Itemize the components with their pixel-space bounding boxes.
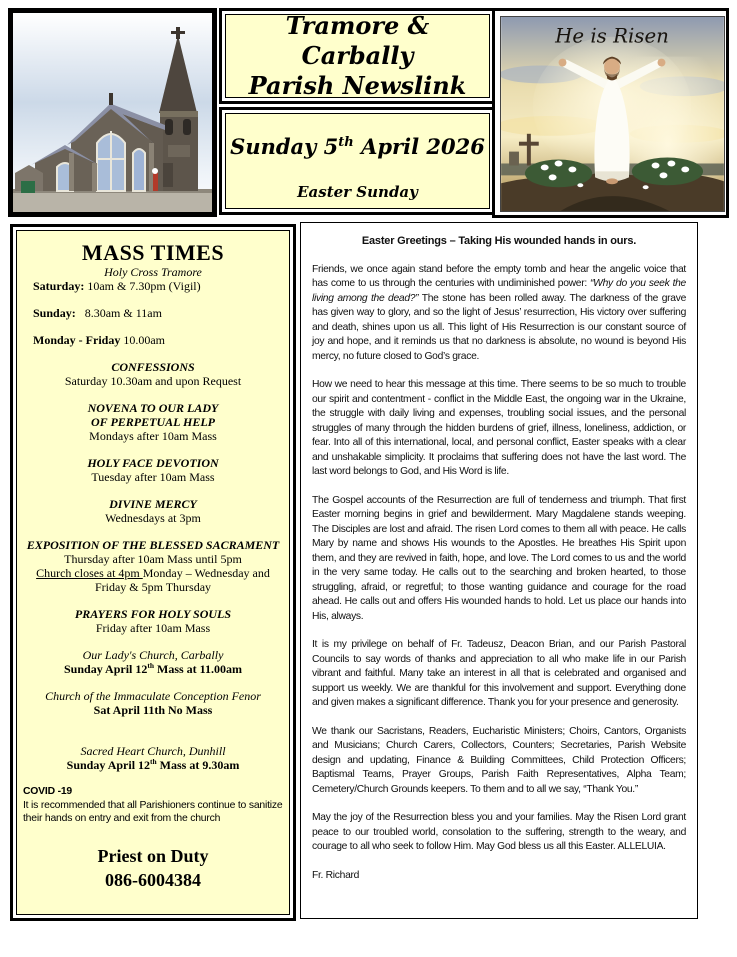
covid-heading [23, 785, 283, 799]
church-photo-illustration [13, 13, 212, 212]
priest-on-duty-phone: 086-6004384 [105, 869, 201, 890]
novena-times: Mondays after 10am Mass [89, 429, 217, 443]
weekday-label: Monday - Friday [33, 333, 121, 347]
article-paragraph-3: The Gospel accounts of the Resurrection are full of tenderness and triumph. That first Easter morning begins in grief and bewilderment. Mary Magdalene stands weeping. The Disciples are lost and afraid. The risen Lord comes to them all with peace. He calls Mary by name and shows His wounds to the Apostles. He breathes His Spirit upon them, and they are revived in faith, hope, and love. The Lord comes to us and the world in the very same today. He calls out to the searching and broken hearted, to those struggling, afraid, or regretful; to those wanting guidance and courage for the road ahead. He calls out and offers His wounded hands to hold. Let us place our hands into His, always. [312, 494, 686, 622]
masthead-title-panel [225, 14, 490, 98]
newsletter-title-line2: Parish Newslink [248, 71, 467, 98]
sunday-label: Sunday: [33, 306, 76, 320]
fenor-church-name: Church of the Immaculate Conception Fenor [45, 689, 261, 703]
masthead-date-panel [225, 113, 490, 209]
carbally-ordinal: th [147, 661, 154, 670]
exposition-times: Thursday after 10am Mass until 5pm [64, 552, 242, 566]
article-heading: Easter Greetings – Taking His wounded hands in ours. [361, 235, 637, 247]
easter-message-article [300, 222, 698, 919]
article-paragraph-5: We thank our Sacristans, Readers, Eucharistic Ministers; Choirs, Cantors, Organists and Musicians; Church Carers, Collectors, Counters; Secretaries, Parish Website design and updating, Finance & Building Committees, Child Protection Officers; Baptismal Teams, Prayer Groups, Parish Faith Representatives, Alpha Team; Cemetery/Church Grounds keepers. To them and to all we say, “Thank You.” [312, 725, 686, 795]
dunhill-ordinal: th [150, 757, 157, 766]
article-paragraph-2: How we need to hear this message at this time. There seems to be so much to trouble our spirit and contentment - conflict in the Middle East, the ongoing war in the Ukraine, the struggle with daily living and expenses, troubling social issues, and the personal struggles of many through the hidden burdens of grief, illness, loneliness, addiction, or fear. Into all of this international, local, and personal conflict, Easter speaks with a clear and unshakable simplicity. It proclaims that suffering does not have the last word. The last word belongs to God, and His Word is life. [312, 379, 686, 477]
issue-subtitle: Easter Sunday [297, 183, 418, 201]
sunday-mass-line [23, 306, 283, 320]
issue-date-month-year: April 2026 [353, 134, 485, 159]
exposition-heading: EXPOSITION OF THE BLESSED SACRAMENT [26, 538, 280, 552]
church-closes-days: Monday – Wednesday and [142, 566, 270, 580]
holy-souls-times: Friday after 10am Mass [95, 621, 211, 635]
fenor-mass-line: Sat April 11th No Mass [93, 703, 213, 717]
divine-mercy-times: Wednesdays at 3pm [105, 511, 201, 525]
mass-times-content [16, 230, 290, 915]
saturday-times: 10am & 7.30pm (Vigil) [84, 279, 201, 293]
mass-times-panel [10, 224, 296, 921]
article-paragraph-4: It is my privilege on behalf of Fr. Tadeusz, Deacon Brian, and our Parish Pastoral Councils to say words of thanks and appreciation to all who make life in our Parish vibrant and faithful. Many take an interest in all that is celebrated and organised and support us weekly. We are thankful for this involvement and support. Everything done and given makes a significant difference. Thank you for your presence and generosity. [312, 639, 686, 708]
sunday-times: 8.30am & 11am [81, 306, 162, 320]
article-paragraph-6: May the joy of the Resurrection bless you and your families. May the Risen Lord grant peace to our troubled world, consolation to the suffering, strength to the weary, and courage to all who seek to follow Him. May God bless us all this Easter. ALLELUIA. [312, 812, 686, 852]
church-photo [8, 8, 217, 217]
carbally-mass-time: Mass at 11.00am [154, 662, 242, 676]
covid-notice: It is recommended that all Parishioners continue to sanitize their hands on entry and exit from the church [23, 799, 283, 824]
weekday-mass-line [23, 333, 283, 347]
paragraph-1-text-cont: The stone has been rolled away. The darkness of the grave has given way to glory, and so the light of Jesus’ resurrection, His victory over suffering and death, shines upon us all. This light of His Resurrection is our constant source of joy and hope, and it reminds us that no darkness is absolute, no wound is beyond His mercy, no future closed to God’s grace. [312, 292, 686, 362]
issue-date-day: Sunday 5 [230, 134, 339, 159]
paragraph-1-text: Friends, we once again stand before the empty tomb and hear the angelic voice that has come to us through the centuries with undiminished power: [312, 263, 686, 289]
dunhill-mass-time: Mass at 9.30am [156, 758, 240, 772]
holy-cross-church-name: Holy Cross Tramore [104, 265, 202, 279]
newsletter-title-line1: Tramore & Carbally [285, 14, 430, 70]
dunhill-mass-line [23, 758, 283, 772]
church-closes-line [23, 566, 283, 580]
masthead-date-box [219, 107, 496, 215]
issue-date-ordinal: th [338, 135, 354, 150]
masthead-title-box [219, 8, 496, 104]
he-is-risen-caption: He is Risen [555, 24, 669, 48]
covid-heading-text: COVID -19 [23, 786, 73, 797]
holy-face-heading: HOLY FACE DEVOTION [87, 456, 219, 470]
holy-souls-heading: PRAYERS FOR HOLY SOULS [74, 607, 232, 621]
carbally-church-name: Our Lady's Church, Carbally [82, 648, 224, 662]
priest-on-duty-heading: Priest on Duty [97, 845, 209, 866]
holy-face-times: Tuesday after 10am Mass [91, 470, 215, 484]
article-signature: Fr. Richard [312, 869, 360, 881]
issue-date [226, 135, 489, 159]
dunhill-mass-date: Sunday April 12 [66, 758, 151, 772]
dunhill-church-name: Sacred Heart Church, Dunhill [80, 744, 226, 758]
church-closes-line2: Friday & 5pm Thursday [94, 580, 212, 594]
carbally-mass-date: Sunday April 12 [64, 662, 148, 676]
paragraph-1-quote: “Why do you seek the living among the dead?” [312, 278, 686, 304]
he-is-risen-image [500, 16, 725, 212]
mass-times-title: MASS TIMES [81, 240, 225, 265]
novena-heading-line2: OF PERPETUAL HELP [90, 415, 215, 429]
church-closes-underlined: Church closes at 4pm [36, 566, 143, 580]
saturday-label: Saturday: [33, 279, 85, 293]
confessions-times: Saturday 10.30am and upon Request [64, 374, 242, 388]
divine-mercy-heading: DIVINE MERCY [109, 497, 197, 511]
article-paragraph-1 [312, 263, 686, 365]
carbally-mass-line [23, 662, 283, 676]
he-is-risen-frame [492, 8, 729, 218]
confessions-heading: CONFESSIONS [111, 360, 195, 374]
saturday-mass-line [23, 279, 283, 293]
novena-heading-line1: NOVENA TO OUR LADY [87, 401, 219, 415]
weekday-times: 10.00am [120, 333, 166, 347]
